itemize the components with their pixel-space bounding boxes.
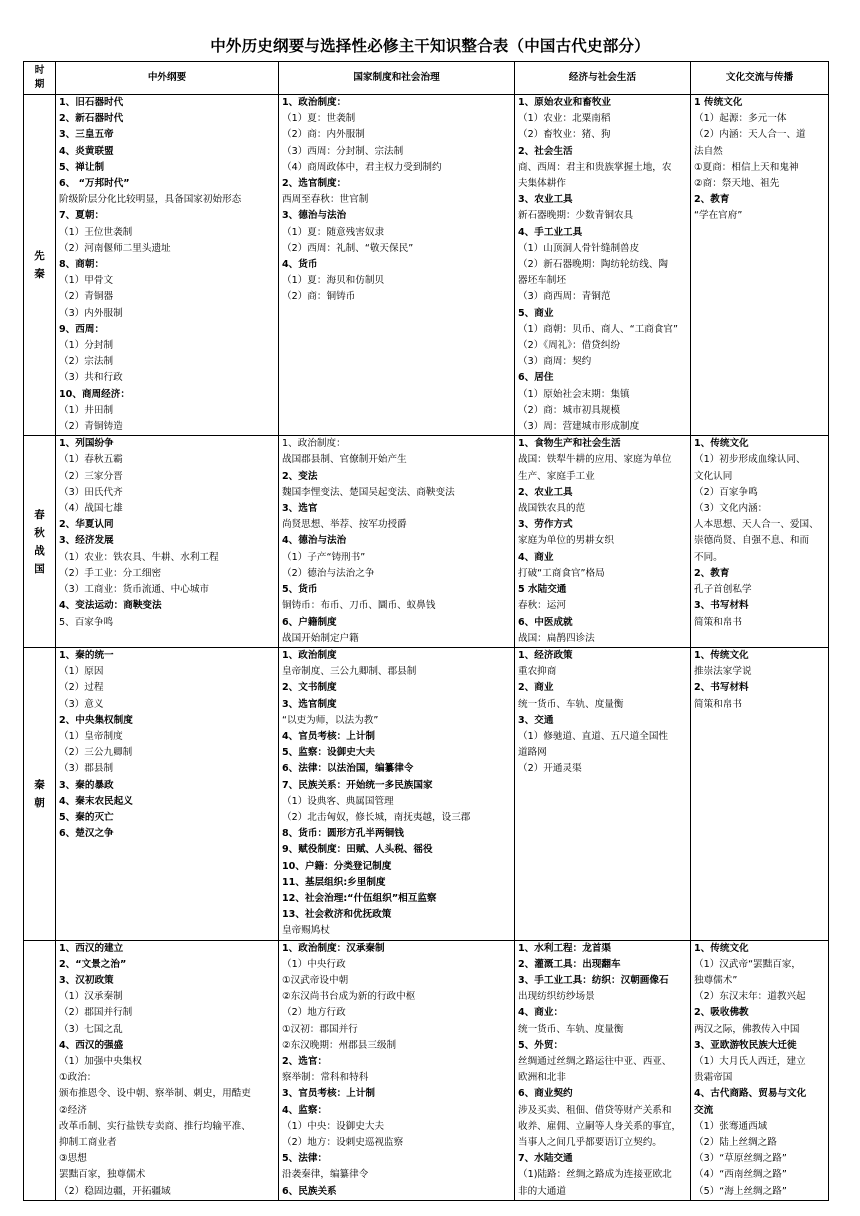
period-cell xyxy=(24,436,56,648)
cell-line: （2）《周礼》：借贷纠纷 xyxy=(518,340,621,352)
cell-line: （1）起源：多元一体 xyxy=(694,113,787,125)
cell-line: 尚贤思想、举荐、按军功授爵 xyxy=(282,519,407,531)
cell-culture xyxy=(691,95,829,436)
cell-line: （4）“西南丝绸之路” xyxy=(694,1169,787,1181)
cell-line: （1）夏：随意残害奴隶 xyxy=(282,226,385,238)
cell-line: 夫集体耕作 xyxy=(518,178,566,190)
cell-line: 11、基层组织:乡里制度 xyxy=(282,876,386,888)
cell-line: 重农抑商 xyxy=(518,666,557,678)
cell-line: （2）北击匈奴，修长城，南抚夷越，设三郡 xyxy=(282,811,471,823)
cell-line: 6、中医成就 xyxy=(518,616,573,628)
cell-line: 战国铁农具的范 xyxy=(518,503,586,515)
knowledge-table xyxy=(23,61,829,1201)
cell-line: 4、秦末农民起义 xyxy=(59,795,133,807)
cell-line: ②商：祭天地、祖先 xyxy=(694,178,780,190)
cell-line: 5、百家争鸣 xyxy=(59,616,114,628)
cell-line: 人本思想、天人合一、爱国、 xyxy=(694,519,819,531)
cell-line: 皇帝制度、三公九卿制、郡县制 xyxy=(282,666,417,678)
cell-line: 1、列国纷争 xyxy=(59,438,114,450)
cell-line: （2）东汉末年：道教兴起 xyxy=(694,991,806,1003)
cell-line: （2）稳固边疆，开拓疆域 xyxy=(59,1185,171,1197)
cell-line: （1）中央：设御史大夫 xyxy=(282,1120,385,1132)
cell-line: （2）青铜器 xyxy=(59,291,114,303)
cell-line: 4、货币 xyxy=(282,259,318,271)
cell-governance xyxy=(279,647,515,940)
cell-line: （2）宗法制 xyxy=(59,356,114,368)
cell-line: （4）战国七雄 xyxy=(59,503,123,515)
cell-line: 3、选官制度 xyxy=(282,698,337,710)
cell-line: 贵霜帝国 xyxy=(694,1072,733,1084)
cell-line: 2、中央集权制度 xyxy=(59,714,133,726)
cell-line: （2）德治与法治之争 xyxy=(282,567,375,579)
cell-line: 4、监察： xyxy=(282,1104,328,1116)
cell-line: 2、文书制度 xyxy=(282,682,337,694)
cell-line: 商、西周：君主和贵族掌握土地，农 xyxy=(518,161,672,173)
cell-line: （1）加强中央集权 xyxy=(59,1055,142,1067)
cell-line: （3）“草原丝绸之路” xyxy=(694,1153,787,1165)
cell-line: 2、商业 xyxy=(518,682,554,694)
cell-line: 非的大通道 xyxy=(518,1185,566,1197)
cell-line: ②东汉尚书台成为新的行政中枢 xyxy=(282,991,416,1003)
cell-line: 2、教育 xyxy=(694,567,730,579)
cell-line: 崇德尚贤、自强不息、和而 xyxy=(694,535,810,547)
cell-line: 交流 xyxy=(694,1104,714,1116)
cell-line: 法自然 xyxy=(694,145,723,157)
cell-line: 3、经济发展 xyxy=(59,535,114,547)
cell-line: 2、选官： xyxy=(282,1055,328,1067)
cell-line: 改革币制、实行盐铁专卖商、推行均输平准、 xyxy=(59,1120,251,1132)
cell-line: （1）夏：世袭制 xyxy=(282,113,356,125)
cell-line: 1、食物生产和社会生活 xyxy=(518,438,621,450)
cell-line: 3、交通 xyxy=(518,714,554,726)
cell-line: 3、选官 xyxy=(282,503,318,515)
cell-line: （1）山顶洞人骨针缝制兽皮 xyxy=(518,242,640,254)
cell-culture xyxy=(691,436,829,648)
cell-line: 战国：扁鹊四诊法 xyxy=(518,632,595,644)
cell-line: 出现纺织纺纱场景 xyxy=(518,991,595,1003)
cell-line: 4、官员考核：上计制 xyxy=(282,730,376,742)
cell-line: 收养、雇佣、立嗣等人身关系的事宜， xyxy=(518,1120,682,1132)
cell-line: 孔子首创私学 xyxy=(694,584,752,596)
cell-line: 1、政治制度：汉承秦制 xyxy=(282,942,385,954)
cell-line: （1）夏：海贝和仿制贝 xyxy=(282,275,385,287)
cell-line: 3、汉初政策 xyxy=(59,974,114,986)
period-label: 秦朝 xyxy=(34,778,45,809)
cell-line: （3）七国之乱 xyxy=(59,1023,123,1035)
cell-line: ②经济 xyxy=(59,1104,87,1116)
cell-governance xyxy=(279,940,515,1200)
cell-line: 6、居住 xyxy=(518,372,554,384)
cell-line: “学在官府” xyxy=(694,210,743,222)
cell-line: 5、禅让制 xyxy=(59,161,105,173)
cell-line: （2）三公九卿制 xyxy=(59,747,133,759)
cell-line: （2）三家分晋 xyxy=(59,470,123,482)
cell-line: 1、政治制度： xyxy=(282,97,347,108)
cell-line: （3）意义 xyxy=(59,698,104,710)
cell-line: （2）地方：设刺史巡视监察 xyxy=(282,1137,404,1148)
cell-line: 2、变法 xyxy=(282,470,318,482)
table-row xyxy=(24,940,829,1200)
cell-line: 抑制工商业者 xyxy=(59,1137,117,1148)
cell-line: 道路网 xyxy=(518,747,547,759)
cell-line: 10、商周经济： xyxy=(59,388,130,400)
header-culture: 文化交流与传播 xyxy=(691,62,829,95)
cell-line: ①汉初：郡国并行 xyxy=(282,1023,358,1035)
cell-governance xyxy=(279,95,515,436)
cell-line: 器坯车制坯 xyxy=(518,275,566,287)
cell-line: 1、秦的统一 xyxy=(59,649,114,661)
cell-line: 1、传统文化 xyxy=(694,649,749,661)
cell-line: 皇帝赐鸠杖 xyxy=(282,925,330,937)
cell-line: （2）内涵：天人合一、道 xyxy=(694,129,806,141)
cell-line: （1）汉承秦制 xyxy=(59,991,123,1003)
cell-line: （3）周：营建城市形成制度 xyxy=(518,421,640,433)
cell-line: 1、传统文化 xyxy=(694,438,749,450)
cell-line: 春秋：运河 xyxy=(518,600,566,612)
cell-line: 两汉之际，佛教传入中国 xyxy=(694,1023,800,1035)
header-period: 时期 xyxy=(24,62,56,95)
cell-line: 5、外贸： xyxy=(518,1039,564,1051)
cell-line: 7、水陆交通 xyxy=(518,1153,573,1165)
cell-line: 简策和帛书 xyxy=(694,616,742,628)
cell-line: 3、手工业工具：纺织：汉朝画像石 xyxy=(518,974,669,986)
cell-line: 推崇法家学说 xyxy=(694,666,752,678)
cell-line: （1）农业：北粟南稻 xyxy=(518,113,611,125)
document-title: 中外历史纲要与选择性必修主干知识整合表（中国古代史部分） xyxy=(210,37,650,55)
cell-line: （3）共和行政 xyxy=(59,372,123,384)
cell-economy xyxy=(515,940,691,1200)
cell-line: 4、商业： xyxy=(518,1007,564,1019)
cell-line: （2）开通灵渠 xyxy=(518,763,582,775)
cell-line: （3）商西周：青铜范 xyxy=(518,291,611,303)
cell-line: 5、货币 xyxy=(282,584,318,596)
cell-economy xyxy=(515,95,691,436)
cell-line: 1、政治制度 xyxy=(282,649,337,661)
cell-line: 阶级阶层分化比较明显，具备国家初始形态 xyxy=(59,194,242,206)
cell-line: 不同。 xyxy=(694,551,723,563)
cell-line: 4、德治与法治 xyxy=(282,535,347,547)
cell-line: 生产、家庭手工业 xyxy=(518,470,595,482)
cell-line: 3、书写材料 xyxy=(694,600,749,612)
cell-line: 1 传统文化 xyxy=(694,97,743,108)
cell-line: （1）大月氏人西迁，建立 xyxy=(694,1055,806,1067)
cell-line: （2）商：内外服制 xyxy=(282,129,365,141)
period-cell xyxy=(24,647,56,940)
cell-line: 打破“工商食官”格局 xyxy=(518,567,605,579)
cell-line: 6、户籍制度 xyxy=(282,616,337,628)
cell-line: 战国开始制定户籍 xyxy=(282,632,359,644)
table-row xyxy=(24,436,829,648)
cell-line: 罢黜百家，独尊儒术 xyxy=(59,1169,146,1181)
cell-line: （1）农业：铁农具、牛耕、水利工程 xyxy=(59,551,219,563)
cell-line: ②东汉晚期：州郡县三级制 xyxy=(282,1039,397,1051)
cell-line: （1）子产“铸刑书” xyxy=(282,551,366,563)
table-row xyxy=(24,647,829,940)
cell-line: （3）郡县制 xyxy=(59,763,114,775)
cell-line: （1）春秋五霸 xyxy=(59,454,123,466)
cell-line: 2、新石器时代 xyxy=(59,113,124,125)
cell-line: （2）百家争鸣 xyxy=(694,486,758,498)
cell-line: 察举制：常科和特科 xyxy=(282,1072,369,1084)
cell-line: 4、手工业工具 xyxy=(518,226,583,238)
cell-outline xyxy=(56,95,279,436)
cell-line: 1、西汉的建立 xyxy=(59,942,124,954)
cell-line: 5、法律： xyxy=(282,1153,328,1165)
cell-line: 6、商业契约 xyxy=(518,1088,573,1100)
cell-line: ③思想 xyxy=(59,1153,87,1165)
cell-line: 5 水陆交通 xyxy=(518,584,567,596)
header-outline: 中外纲要 xyxy=(56,62,279,95)
cell-line: （1）设典客、典属国管理 xyxy=(282,795,394,807)
cell-line: （2）青铜铸造 xyxy=(59,421,123,433)
cell-line: 2、书写材料 xyxy=(694,682,749,694)
cell-line: （1）张骞通西域 xyxy=(694,1120,768,1132)
cell-line: 2、教育 xyxy=(694,194,730,206)
cell-line: （1）中央行政 xyxy=(282,958,346,970)
cell-line: 6、法律：以法治国，编纂律令 xyxy=(282,763,414,775)
cell-line: （2）地方行政 xyxy=(282,1007,346,1019)
cell-line: 3、劳作方式 xyxy=(518,519,573,531)
cell-line: 5、秦的灭亡 xyxy=(59,811,114,823)
cell-line: （1）分封制 xyxy=(59,340,114,352)
cell-outline xyxy=(56,436,279,648)
header-governance: 国家制度和社会治理 xyxy=(279,62,515,95)
cell-line: 沿袭秦律，编纂律令 xyxy=(282,1169,369,1181)
header-economy: 经济与社会生活 xyxy=(515,62,691,95)
cell-line: （1)陆路：丝绸之路成为连接亚欧北 xyxy=(518,1169,672,1181)
cell-line: ①夏商：相信上天和鬼神 xyxy=(694,161,799,173)
cell-line: （1）原因 xyxy=(59,666,104,678)
cell-line: ①汉武帝设中朝 xyxy=(282,974,349,986)
cell-line: （1）甲骨文 xyxy=(59,275,114,287)
cell-line: 13、社会救济和优抚政策 xyxy=(282,909,392,921)
cell-line: 文化认同 xyxy=(694,470,733,482)
cell-line: （3）工商业：货币流通、中心城市 xyxy=(59,584,210,596)
cell-line: 战国郡县制、官僚制开始产生 xyxy=(282,454,407,466)
cell-line: （2）过程 xyxy=(59,682,104,694)
cell-line: 3、三皇五帝 xyxy=(59,129,114,141)
cell-line: 5、监察：设御史大夫 xyxy=(282,747,376,759)
cell-line: 统一货币、车轨、度量衡 xyxy=(518,1023,624,1035)
cell-line: 西周至春秋：世官制 xyxy=(282,194,369,206)
cell-line: 1、政治制度： xyxy=(282,438,346,450)
table-row xyxy=(24,95,829,436)
cell-line: 独尊儒术” xyxy=(694,974,738,986)
cell-line: （2）手工业：分工细密 xyxy=(59,567,162,579)
cell-line: 2、农业工具 xyxy=(518,486,573,498)
cell-line: （1）修驰道、直道、五尺道全国性 xyxy=(518,730,669,742)
cell-line: 6、楚汉之争 xyxy=(59,828,114,840)
cell-line: 铜铸币：布币、刀币、圜币、蚁鼻钱 xyxy=(282,600,436,612)
cell-line: 3、德治与法治 xyxy=(282,210,347,222)
cell-line: （1）王位世袭制 xyxy=(59,226,133,238)
cell-line: 1、原始农业和畜牧业 xyxy=(518,97,612,108)
cell-line: 7、民族关系：开始统一多民族国家 xyxy=(282,779,433,791)
cell-line: 1、经济政策 xyxy=(518,649,573,661)
cell-line: （2）商：城市初具规模 xyxy=(518,404,621,416)
cell-line: 4、商业 xyxy=(518,551,554,563)
cell-line: 简策和帛书 xyxy=(694,698,742,710)
cell-culture xyxy=(691,647,829,940)
cell-governance xyxy=(279,436,515,648)
table-header-row xyxy=(24,62,829,95)
cell-line: 2、社会生活 xyxy=(518,145,573,157)
cell-line: 8、商朝： xyxy=(59,259,105,271)
cell-line: 家庭为单位的男耕女织 xyxy=(518,535,614,547)
cell-line: 新石器晚期：少数青铜农具 xyxy=(518,210,634,222)
cell-economy xyxy=(515,436,691,648)
cell-line: 12、社会治理:“什伍组织”相互监察 xyxy=(282,892,437,904)
cell-line: （3）西周：分封制、宗法制 xyxy=(282,145,404,157)
cell-line: 战国：铁犁牛耕的应用、家庭为单位 xyxy=(518,454,672,466)
table-body xyxy=(24,95,829,1201)
period-label: 春秋战国 xyxy=(34,508,45,575)
cell-line: 4、西汉的强盛 xyxy=(59,1039,124,1051)
cell-line: 3、官员考核：上计制 xyxy=(282,1088,376,1100)
cell-line: 2、华夏认同 xyxy=(59,519,114,531)
cell-line: 6、民族关系 xyxy=(282,1185,337,1197)
cell-line: 当事人之间几乎都要语订立契约。 xyxy=(518,1137,662,1148)
cell-line: 颁布推恩令、设中朝、察举制、刺史，用酷吏 xyxy=(59,1088,251,1100)
cell-outline xyxy=(56,940,279,1200)
cell-line: 1、传统文化 xyxy=(694,942,749,954)
cell-line: 2、灌溉工具：出现翻车 xyxy=(518,958,621,970)
cell-line: 欧洲和北非 xyxy=(518,1072,566,1084)
period-label: 先秦 xyxy=(34,250,45,281)
cell-line: （1）原始社会末期：集镇 xyxy=(518,388,630,400)
cell-line: （2）郡国并行制 xyxy=(59,1007,133,1019)
cell-line: （3）商周：契约 xyxy=(518,356,592,368)
cell-line: （2）商：铜铸币 xyxy=(282,291,356,303)
cell-line: （3）田氏代齐 xyxy=(59,486,123,498)
cell-line: 3、农业工具 xyxy=(518,194,573,206)
cell-line: （2）陆上丝绸之路 xyxy=(694,1137,777,1148)
cell-line: （4）商周政体中，君主权力受到制约 xyxy=(282,161,442,173)
cell-line: 2、选官制度： xyxy=(282,178,347,190)
cell-line: （1）初步形成血缘认同、 xyxy=(694,454,806,466)
cell-culture xyxy=(691,940,829,1200)
cell-line: （1）汉武帝“罢黜百家， xyxy=(694,958,802,970)
cell-line: 4、炎黄联盟 xyxy=(59,145,114,157)
cell-line: 1、水利工程：龙首渠 xyxy=(518,942,612,954)
cell-line: 1、旧石器时代 xyxy=(59,97,124,108)
cell-economy xyxy=(515,647,691,940)
cell-line: （2）畜牧业：猪、狗 xyxy=(518,129,611,141)
cell-line: 6、 “万邦时代” xyxy=(59,178,130,190)
cell-line: （1）商朝：贝币、商人、“工商食官” xyxy=(518,323,678,335)
cell-line: 3、亚欧游牧民族大迁徙 xyxy=(694,1039,797,1051)
cell-line: （2）新石器晚期：陶纺轮纺线、陶 xyxy=(518,259,669,271)
cell-line: 9、西周： xyxy=(59,323,105,335)
cell-line: 2、吸收佛教 xyxy=(694,1007,749,1019)
cell-line: （2）西周：礼制、“敬天保民” xyxy=(282,242,414,254)
cell-line: 涉及买卖、租佃、借贷等财产关系和 xyxy=(518,1104,672,1116)
cell-line: 3、秦的暴政 xyxy=(59,779,114,791)
cell-line: （3）文化内涵： xyxy=(694,503,768,515)
cell-line: 7、夏朝： xyxy=(59,210,105,222)
cell-line: 丝绸通过丝绸之路运往中亚、西亚、 xyxy=(518,1055,672,1067)
cell-line: （2）河南偃师二里头遗址 xyxy=(59,242,171,254)
period-cell xyxy=(24,95,56,436)
cell-line: （1）井田制 xyxy=(59,404,114,416)
cell-outline xyxy=(56,647,279,940)
cell-line: 2、“文景之治” xyxy=(59,958,127,970)
cell-line: “以吏为师，以法为教” xyxy=(282,714,379,726)
cell-line: ①政治： xyxy=(59,1072,97,1084)
cell-line: 8、货币：圆形方孔半两铜钱 xyxy=(282,828,404,840)
cell-line: （5）“海上丝绸之路” xyxy=(694,1185,787,1197)
cell-line: （3）内外服制 xyxy=(59,307,123,319)
cell-line: 4、变法运动：商鞅变法 xyxy=(59,600,162,612)
cell-line: 9、赋役制度：田赋、人头税、徭役 xyxy=(282,844,433,856)
cell-line: 魏国李悝变法、楚国吴起变法、商鞅变法 xyxy=(282,486,455,498)
period-cell xyxy=(24,940,56,1200)
cell-line: 统一货币、车轨、度量衡 xyxy=(518,698,624,710)
cell-line: 4、古代商路、贸易与文化 xyxy=(694,1088,807,1100)
cell-line: （1）皇帝制度 xyxy=(59,730,123,742)
cell-line: 5、商业 xyxy=(518,307,554,319)
cell-line: 10、户籍：分类登记制度 xyxy=(282,860,392,872)
